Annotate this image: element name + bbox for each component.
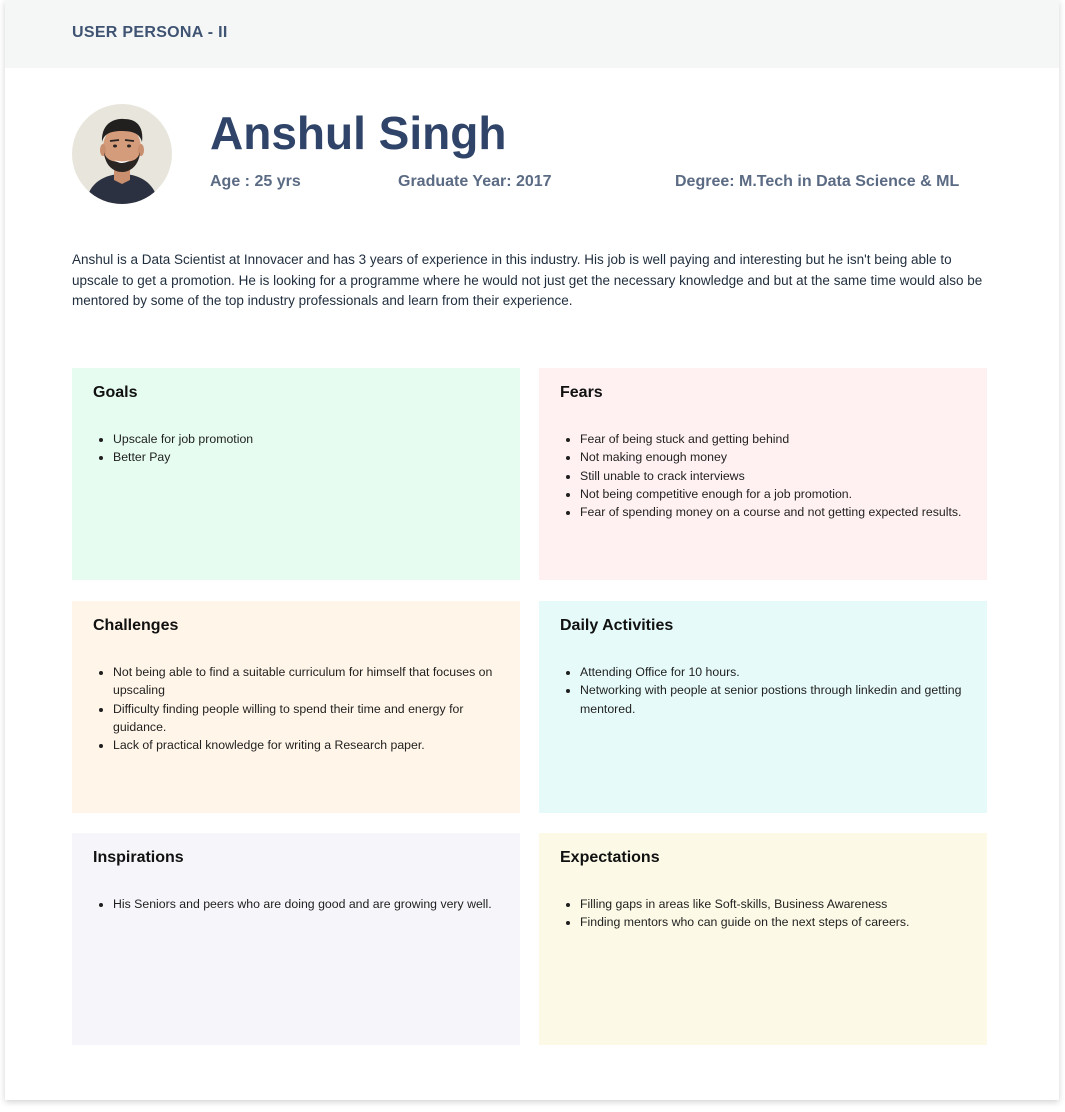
- goals-section: [72, 368, 520, 580]
- list-item: • Not being competitive enough for a job promotion.: [580, 485, 966, 503]
- list-item: • Upscale for job promotion: [113, 430, 499, 448]
- avatar: [72, 104, 172, 204]
- list-item: • Better Pay: [113, 448, 499, 466]
- persona-degree: Degree: M.Tech in Data Science & ML: [675, 173, 960, 190]
- section-title: Inspirations: [93, 849, 184, 866]
- persona-name: Anshul Singh: [210, 107, 507, 159]
- persona-card: [5, 0, 1059, 1100]
- list-item: • Networking with people at senior postions through linkedin and getting mentored.: [580, 681, 966, 718]
- section-title: Fears: [560, 384, 603, 401]
- persona-age: Age : 25 yrs: [210, 173, 301, 190]
- list-item: • Lack of practical knowledge for writing a Research paper.: [113, 736, 499, 754]
- section-title: Expectations: [560, 849, 660, 866]
- challenges-section: [72, 601, 520, 813]
- list-item: • Filling gaps in areas like Soft-skills, Business Awareness: [580, 895, 966, 913]
- section-list: [560, 430, 966, 521]
- section-list: [93, 895, 499, 913]
- list-item: • Not being able to find a suitable curriculum for himself that focuses on upscaling: [113, 663, 499, 700]
- section-list: [93, 430, 499, 467]
- list-item: • Not making enough money: [580, 448, 966, 466]
- section-list: [560, 663, 966, 718]
- list-item: • Still unable to crack interviews: [580, 467, 966, 485]
- fears-section: [539, 368, 987, 580]
- daily-activities-section: [539, 601, 987, 813]
- list-item: • Difficulty finding people willing to spend their time and energy for guidance.: [113, 700, 499, 737]
- list-item: • His Seniors and peers who are doing good and are growing very well.: [113, 895, 499, 913]
- section-list: [560, 895, 966, 932]
- section-list: [93, 663, 499, 754]
- list-item: • Fear of spending money on a course and not getting expected results.: [580, 503, 966, 521]
- section-title: Challenges: [93, 617, 179, 634]
- persona-graduate-year: Graduate Year: 2017: [398, 173, 552, 190]
- section-title: Daily Activities: [560, 617, 674, 634]
- persona-bio: Anshul is a Data Scientist at Innovacer and has 3 years of experience in this industry. His job is well paying and interesting but he isn't being able to upscale to get a promotion. He is looking for a programme where he would not just get the necessary knowledge and but at the same time would also be mentored by some of the top industry professionals and learn from their experience.: [72, 252, 983, 308]
- list-item: • Fear of being stuck and getting behind: [580, 430, 966, 448]
- header-bar: [5, 0, 1059, 68]
- section-title: Goals: [93, 384, 138, 401]
- page-title: USER PERSONA - II: [72, 24, 228, 41]
- expectations-section: [539, 833, 987, 1045]
- avatar-photo: [72, 104, 172, 204]
- inspirations-section: [72, 833, 520, 1045]
- list-item: • Finding mentors who can guide on the next steps of careers.: [580, 913, 966, 931]
- list-item: • Attending Office for 10 hours.: [580, 663, 966, 681]
